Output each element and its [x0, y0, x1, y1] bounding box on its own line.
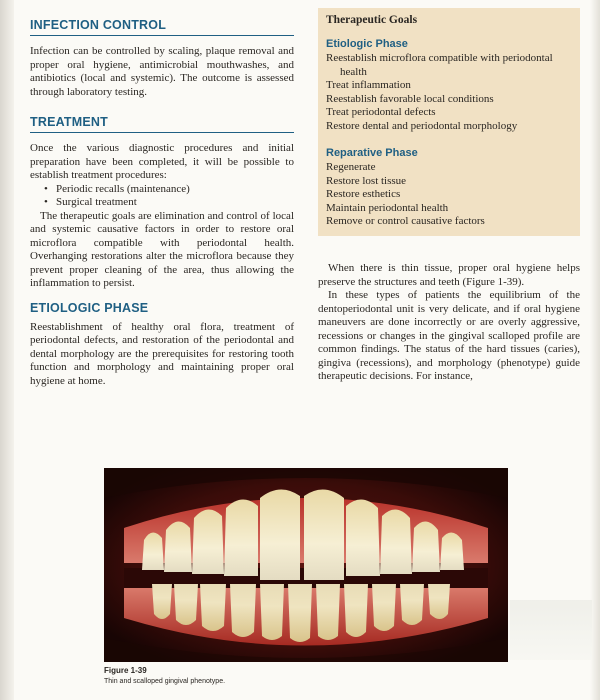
treatment-intro: Once the various diagnostic procedures and initial preparation have been completed, it will be possible to establish treatment procedures: [30, 142, 294, 181]
etiologic-phase-text: Reestablishment of healthy oral flora, treatment of periodontal defects, and restoration of the periodontal and dental morphology are the prerequisites for restoring tooth function and morphology and maintaining proper oral hygiene at home. [30, 320, 294, 387]
goal-item: Reestablish microflora compatible with periodontal [326, 52, 553, 64]
therapeutic-goals-box [318, 8, 580, 236]
infection-control-text: Infection can be controlled by scaling, plaque removal and proper oral hygiene, antimicrobial mouthwashes, and antibiotics (local and systemic). The outcome is assessed through laboratory testing. [30, 45, 294, 98]
goal-item-wrap: health [340, 65, 367, 78]
figure-label: Figure 1-39 [104, 666, 147, 675]
etiologic-phase-subheading: Etiologic Phase [326, 38, 408, 50]
bullet-dot: • [44, 182, 48, 195]
goal-item: Treat inflammation [326, 79, 411, 91]
right-paragraph-2: In these types of patients the equilibrium of the dentoperiodontal unit is very delicate, and if oral hygiene maneuvers are done incorrectly or are overly aggressive, recessions or changes in the gingival scalloped profile are common findings. The status of the hard tissues (caries), gingiva (recessions), and morphology (phenotype) guide therapeutic decisions. For instance, [318, 289, 580, 382]
etiologic-phase-section [30, 301, 294, 389]
treatment-body: The therapeutic goals are elimination and control of local and systemic causative factors in order to restore oral microflora compatible with periodontal health. Overhanging restorations alter the microflora because they prevent proper cleaning of the area, thus allowing the inflammation to persist. [30, 209, 294, 289]
right-paragraph-1: When there is thin tissue, proper oral hygiene helps preserve the structures and teeth (Figure 1-39). [318, 262, 580, 288]
treatment-bullet [44, 196, 294, 210]
goals-box-title: Therapeutic Goals [326, 14, 418, 26]
goal-item: Regenerate [326, 161, 376, 173]
treatment-bullet [44, 183, 294, 197]
goal-item: Maintain periodontal health [326, 201, 449, 214]
page-binding-edge [0, 0, 14, 700]
goal-item-continuation [326, 66, 572, 80]
treatment-bullet-list [30, 183, 294, 210]
goal-item: Reestablish favorable local conditions [326, 92, 494, 105]
infection-heading-rule [30, 18, 294, 36]
figure-caption: Thin and scalloped gingival phenotype. [104, 678, 226, 685]
goal-item: Restore esthetics [326, 188, 401, 200]
treatment-heading-rule [30, 115, 294, 133]
etiologic-phase-heading: ETIOLOGIC PHASE [30, 300, 149, 315]
bullet-text: Surgical treatment [56, 196, 137, 208]
page-shadow [590, 0, 600, 700]
bullet-text: Periodic recalls (maintenance) [56, 182, 190, 195]
goal-item: Remove or control causative factors [326, 215, 485, 227]
teeth-photo-illustration [104, 468, 508, 662]
goal-item: Treat periodontal defects [326, 106, 436, 118]
goal-item: Restore lost tissue [326, 174, 407, 187]
right-column [318, 262, 580, 384]
treatment-heading: TREATMENT [30, 115, 108, 129]
bullet-dot: • [44, 196, 48, 208]
left-column [30, 18, 294, 388]
infection-control-heading: INFECTION CONTROL [30, 18, 167, 32]
treatment-section [30, 115, 294, 291]
figure-photo [104, 468, 508, 662]
infection-control-section [30, 18, 294, 99]
goal-item: Restore dental and periodontal morphology [326, 119, 518, 132]
adjacent-page-bleed [510, 600, 592, 660]
reparative-phase-subheading: Reparative Phase [326, 147, 418, 159]
